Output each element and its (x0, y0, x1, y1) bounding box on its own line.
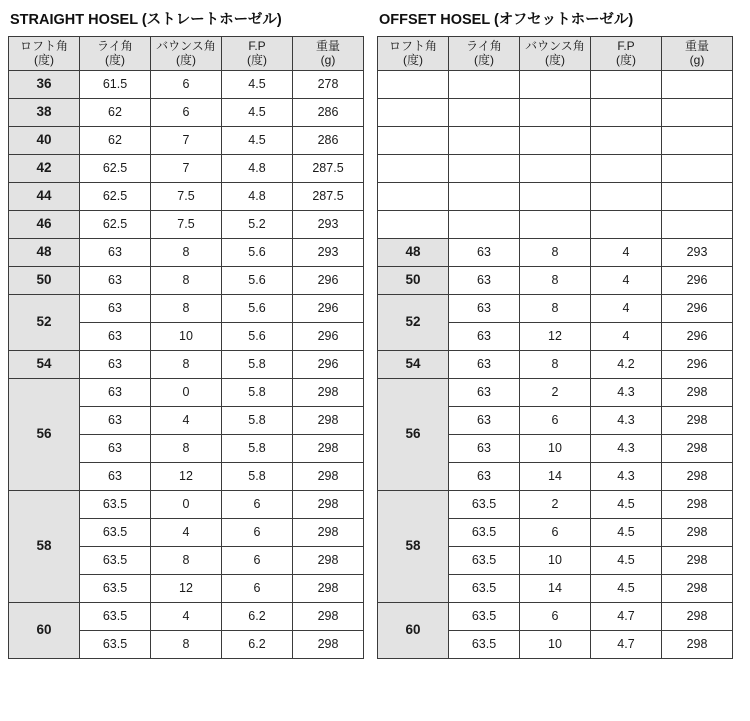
fp-cell: 6 (222, 574, 293, 602)
loft-cell: 40 (9, 126, 80, 154)
fp-cell: 4 (591, 266, 662, 294)
offset-hosel-title: OFFSET HOSEL (オフセットホーゼル) (379, 12, 634, 28)
fp-cell: 4.7 (591, 630, 662, 658)
fp-cell: 5.8 (222, 350, 293, 378)
fp-cell: 4.3 (591, 462, 662, 490)
empty-cell (378, 126, 449, 154)
bounce-cell: 10 (520, 434, 591, 462)
bounce-cell: 7.5 (151, 210, 222, 238)
column-header-fp (222, 37, 293, 71)
header-label-line2: (度) (474, 52, 494, 67)
loft-cell: 50 (9, 266, 80, 294)
bounce-cell: 8 (151, 630, 222, 658)
bounce-cell: 6 (151, 98, 222, 126)
lie-cell: 62 (80, 126, 151, 154)
table-row (9, 378, 364, 406)
bounce-cell: 6 (151, 70, 222, 98)
lie-cell: 63 (449, 378, 520, 406)
lie-cell: 63 (449, 238, 520, 266)
fp-cell: 6.2 (222, 630, 293, 658)
fp-cell: 5.2 (222, 210, 293, 238)
loft-cell: 60 (378, 602, 449, 658)
lie-cell: 62 (80, 98, 151, 126)
empty-cell (520, 154, 591, 182)
fp-cell: 4.3 (591, 406, 662, 434)
fp-cell: 6 (222, 490, 293, 518)
weight-cell: 298 (662, 462, 733, 490)
weight-cell: 298 (662, 574, 733, 602)
fp-cell: 4.5 (591, 490, 662, 518)
column-header-lie (80, 37, 151, 71)
header-label-line1: 重量 (315, 39, 340, 53)
bounce-cell: 8 (151, 546, 222, 574)
table-row (378, 266, 733, 294)
straight-hosel-table (8, 36, 364, 659)
bounce-cell: 4 (151, 518, 222, 546)
table-row (378, 602, 733, 630)
weight-cell: 298 (662, 434, 733, 462)
empty-cell (591, 154, 662, 182)
table-row (9, 266, 364, 294)
table-row (9, 154, 364, 182)
header-label-line2: (g) (320, 52, 336, 67)
empty-cell (662, 70, 733, 98)
header-label-line1: ロフト角 (19, 39, 68, 53)
weight-cell: 298 (293, 546, 364, 574)
table-row (378, 70, 733, 98)
straight-hosel-title: STRAIGHT HOSEL (ストレートホーゼル) (10, 12, 282, 28)
table-row (378, 126, 733, 154)
straight-hosel-block (8, 6, 363, 721)
table-row (378, 378, 733, 406)
weight-cell: 298 (662, 630, 733, 658)
bounce-cell: 8 (520, 266, 591, 294)
weight-cell: 298 (662, 546, 733, 574)
loft-cell: 36 (9, 70, 80, 98)
empty-cell (662, 126, 733, 154)
lie-cell: 63 (449, 434, 520, 462)
header-label-line2: (度) (247, 52, 267, 67)
bounce-cell: 10 (151, 322, 222, 350)
weight-cell: 298 (293, 406, 364, 434)
weight-cell: 296 (662, 294, 733, 322)
loft-cell: 56 (378, 378, 449, 490)
loft-cell: 52 (9, 294, 80, 350)
table-row (378, 350, 733, 378)
loft-cell: 50 (378, 266, 449, 294)
empty-cell (449, 70, 520, 98)
loft-cell: 46 (9, 210, 80, 238)
lie-cell: 63.5 (80, 602, 151, 630)
table-row (9, 126, 364, 154)
header-label-line2: (度) (176, 52, 196, 67)
fp-cell: 4.2 (591, 350, 662, 378)
weight-cell: 298 (293, 630, 364, 658)
fp-cell: 5.6 (222, 266, 293, 294)
loft-cell: 54 (9, 350, 80, 378)
bounce-cell: 7.5 (151, 182, 222, 210)
loft-cell: 56 (9, 378, 80, 490)
loft-cell: 44 (9, 182, 80, 210)
empty-cell (378, 70, 449, 98)
bounce-cell: 6 (520, 406, 591, 434)
table-row (9, 70, 364, 98)
fp-cell: 4.5 (222, 126, 293, 154)
empty-cell (520, 98, 591, 126)
loft-cell: 52 (378, 294, 449, 350)
lie-cell: 63.5 (80, 574, 151, 602)
weight-cell: 298 (293, 462, 364, 490)
header-label-line1: 重量 (684, 39, 709, 53)
column-header-lie (449, 37, 520, 71)
table-row (9, 602, 364, 630)
lie-cell: 63 (449, 406, 520, 434)
lie-cell: 63.5 (80, 546, 151, 574)
loft-cell: 58 (378, 490, 449, 602)
lie-cell: 63 (80, 406, 151, 434)
fp-cell: 4.7 (591, 602, 662, 630)
fp-cell: 4 (591, 238, 662, 266)
bounce-cell: 8 (520, 238, 591, 266)
table-row (378, 294, 733, 322)
loft-cell: 42 (9, 154, 80, 182)
lie-cell: 63 (449, 322, 520, 350)
lie-cell: 63 (80, 462, 151, 490)
column-header-loft (9, 37, 80, 71)
empty-cell (591, 126, 662, 154)
lie-cell: 63.5 (80, 630, 151, 658)
lie-cell: 63 (80, 434, 151, 462)
empty-cell (662, 210, 733, 238)
empty-cell (591, 210, 662, 238)
lie-cell: 63.5 (449, 574, 520, 602)
lie-cell: 63 (449, 462, 520, 490)
fp-cell: 6 (222, 546, 293, 574)
empty-cell (591, 70, 662, 98)
fp-cell: 4.5 (591, 546, 662, 574)
bounce-cell: 8 (151, 266, 222, 294)
weight-cell: 298 (662, 518, 733, 546)
bounce-cell: 8 (151, 434, 222, 462)
lie-cell: 63.5 (449, 518, 520, 546)
empty-cell (520, 182, 591, 210)
loft-cell: 38 (9, 98, 80, 126)
fp-cell: 4.3 (591, 434, 662, 462)
lie-cell: 63 (449, 266, 520, 294)
header-row (9, 37, 364, 71)
bounce-cell: 7 (151, 126, 222, 154)
bounce-cell: 2 (520, 490, 591, 518)
fp-cell: 5.8 (222, 462, 293, 490)
weight-cell: 298 (293, 602, 364, 630)
offset-hosel-table (377, 36, 733, 659)
empty-cell (520, 210, 591, 238)
loft-cell: 60 (9, 602, 80, 658)
lie-cell: 63 (449, 294, 520, 322)
weight-cell: 298 (293, 378, 364, 406)
fp-cell: 5.8 (222, 406, 293, 434)
weight-cell: 293 (293, 210, 364, 238)
header-label-line1: F.P (617, 39, 635, 53)
loft-cell: 54 (378, 350, 449, 378)
header-row (378, 37, 733, 71)
bounce-cell: 10 (520, 630, 591, 658)
column-header-fp (591, 37, 662, 71)
empty-cell (378, 182, 449, 210)
bounce-cell: 8 (151, 350, 222, 378)
empty-cell (520, 126, 591, 154)
table-row (9, 210, 364, 238)
empty-cell (449, 126, 520, 154)
lie-cell: 62.5 (80, 182, 151, 210)
table-row (9, 294, 364, 322)
fp-cell: 4.3 (591, 378, 662, 406)
header-label-line1: F.P (248, 39, 266, 53)
header-label-line2: (度) (545, 52, 565, 67)
lie-cell: 63.5 (80, 490, 151, 518)
weight-cell: 293 (293, 238, 364, 266)
weight-cell: 298 (662, 490, 733, 518)
header-label-line1: ロフト角 (388, 39, 437, 53)
weight-cell: 286 (293, 98, 364, 126)
header-label-line2: (度) (403, 52, 423, 67)
empty-cell (449, 154, 520, 182)
weight-cell: 296 (293, 350, 364, 378)
bounce-cell: 10 (520, 546, 591, 574)
bounce-cell: 0 (151, 378, 222, 406)
bounce-cell: 4 (151, 406, 222, 434)
header-label-line1: ライ角 (466, 39, 502, 53)
fp-cell: 5.6 (222, 294, 293, 322)
empty-cell (662, 154, 733, 182)
table-row (9, 350, 364, 378)
lie-cell: 63.5 (449, 630, 520, 658)
weight-cell: 296 (662, 322, 733, 350)
lie-cell: 62.5 (80, 210, 151, 238)
weight-cell: 278 (293, 70, 364, 98)
table-header (9, 37, 364, 71)
fp-cell: 4.5 (222, 70, 293, 98)
table-row (378, 238, 733, 266)
bounce-cell: 8 (520, 350, 591, 378)
bounce-cell: 4 (151, 602, 222, 630)
bounce-cell: 6 (520, 518, 591, 546)
fp-cell: 5.8 (222, 378, 293, 406)
table-row (9, 490, 364, 518)
bounce-cell: 8 (151, 294, 222, 322)
bounce-cell: 8 (520, 294, 591, 322)
table-row (9, 238, 364, 266)
column-header-weight (662, 37, 733, 71)
fp-cell: 5.6 (222, 238, 293, 266)
bounce-cell: 7 (151, 154, 222, 182)
bounce-cell: 14 (520, 574, 591, 602)
empty-cell (662, 182, 733, 210)
bounce-cell: 2 (520, 378, 591, 406)
weight-cell: 298 (662, 378, 733, 406)
weight-cell: 296 (293, 266, 364, 294)
header-label-line1: バウンス角 (525, 39, 585, 53)
header-label-line1: バウンス角 (156, 39, 216, 53)
header-label-line2: (度) (105, 52, 125, 67)
empty-cell (591, 98, 662, 126)
fp-cell: 4.5 (591, 518, 662, 546)
straight-hosel-body (9, 70, 364, 658)
table-row (378, 490, 733, 518)
column-header-loft (378, 37, 449, 71)
lie-cell: 63 (80, 350, 151, 378)
fp-cell: 4.8 (222, 182, 293, 210)
offset-hosel-block (377, 6, 732, 721)
table-row (378, 182, 733, 210)
lie-cell: 63 (80, 266, 151, 294)
weight-cell: 298 (662, 406, 733, 434)
column-header-bounce (151, 37, 222, 71)
fp-cell: 4.5 (591, 574, 662, 602)
column-header-weight (293, 37, 364, 71)
lie-cell: 61.5 (80, 70, 151, 98)
column-header-bounce (520, 37, 591, 71)
table-row (378, 98, 733, 126)
weight-cell: 296 (662, 266, 733, 294)
fp-cell: 4 (591, 322, 662, 350)
table-row (378, 154, 733, 182)
bounce-cell: 14 (520, 462, 591, 490)
loft-cell: 58 (9, 490, 80, 602)
weight-cell: 286 (293, 126, 364, 154)
table-row (9, 182, 364, 210)
fp-cell: 4 (591, 294, 662, 322)
weight-cell: 298 (293, 518, 364, 546)
empty-cell (449, 210, 520, 238)
loft-cell: 48 (9, 238, 80, 266)
offset-hosel-body (378, 70, 733, 658)
lie-cell: 63.5 (449, 602, 520, 630)
header-label-line2: (度) (616, 52, 636, 67)
empty-cell (662, 98, 733, 126)
weight-cell: 287.5 (293, 182, 364, 210)
weight-cell: 298 (662, 602, 733, 630)
header-label-line2: (g) (689, 52, 705, 67)
lie-cell: 63 (449, 350, 520, 378)
bounce-cell: 12 (520, 322, 591, 350)
bounce-cell: 12 (151, 462, 222, 490)
lie-cell: 63.5 (449, 546, 520, 574)
fp-cell: 4.5 (222, 98, 293, 126)
header-label-line2: (度) (34, 52, 54, 67)
bounce-cell: 8 (151, 238, 222, 266)
lie-cell: 63 (80, 238, 151, 266)
table-header (378, 37, 733, 71)
weight-cell: 293 (662, 238, 733, 266)
empty-cell (591, 182, 662, 210)
weight-cell: 296 (662, 350, 733, 378)
weight-cell: 298 (293, 574, 364, 602)
empty-cell (378, 210, 449, 238)
empty-cell (378, 154, 449, 182)
lie-cell: 63.5 (449, 490, 520, 518)
empty-cell (449, 98, 520, 126)
lie-cell: 63 (80, 294, 151, 322)
weight-cell: 298 (293, 434, 364, 462)
fp-cell: 4.8 (222, 154, 293, 182)
empty-cell (378, 98, 449, 126)
fp-cell: 6 (222, 518, 293, 546)
lie-cell: 62.5 (80, 154, 151, 182)
weight-cell: 298 (293, 490, 364, 518)
fp-cell: 5.8 (222, 434, 293, 462)
table-row (9, 98, 364, 126)
weight-cell: 296 (293, 294, 364, 322)
fp-cell: 6.2 (222, 602, 293, 630)
lie-cell: 63.5 (80, 518, 151, 546)
bounce-cell: 12 (151, 574, 222, 602)
lie-cell: 63 (80, 322, 151, 350)
fp-cell: 5.6 (222, 322, 293, 350)
lie-cell: 63 (80, 378, 151, 406)
weight-cell: 296 (293, 322, 364, 350)
bounce-cell: 6 (520, 602, 591, 630)
empty-cell (449, 182, 520, 210)
bounce-cell: 0 (151, 490, 222, 518)
loft-cell: 48 (378, 238, 449, 266)
weight-cell: 287.5 (293, 154, 364, 182)
header-label-line1: ライ角 (97, 39, 133, 53)
table-row (378, 210, 733, 238)
empty-cell (520, 70, 591, 98)
